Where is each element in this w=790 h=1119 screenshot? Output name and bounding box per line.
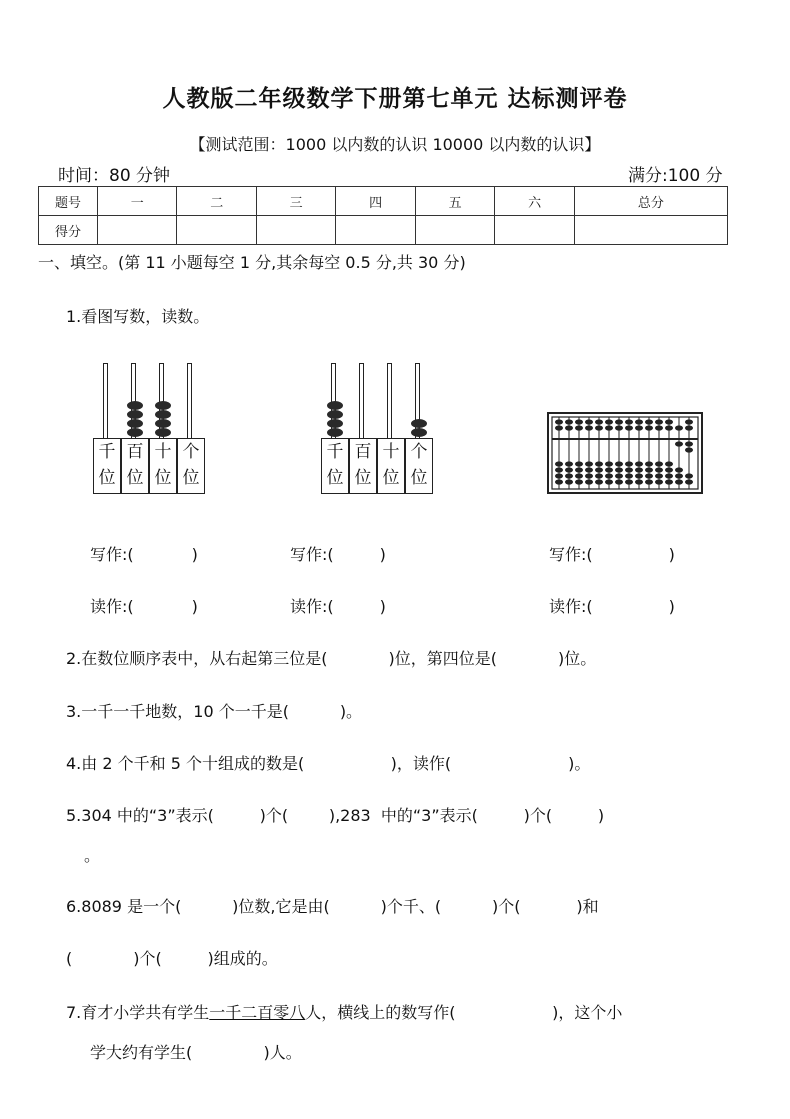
score-header-cell: 三 — [256, 187, 335, 216]
abacus-rod — [359, 363, 364, 439]
score-header-cell: 六 — [495, 187, 574, 216]
score-table — [38, 186, 728, 245]
write-answer-1[interactable]: 写作:( ) — [90, 545, 198, 564]
score-header-cell: 五 — [415, 187, 494, 216]
score-input-cell[interactable] — [495, 216, 574, 245]
abacus-label-tens: 十 位 — [377, 438, 405, 494]
abacus-label-tens: 十 位 — [149, 438, 177, 494]
time-label: 时间：80 分钟 — [58, 166, 171, 186]
abacus-label-ones: 个 位 — [405, 438, 433, 494]
score-input-cell[interactable] — [415, 216, 494, 245]
score-table-score-row — [39, 216, 728, 245]
abacus-label-hundreds: 百 位 — [349, 438, 377, 494]
question-5-line-2: 。 — [84, 846, 101, 865]
score-table-header-row — [39, 187, 728, 216]
question-6-line-1: 6.8089 是一个( )位数,它是由( )个千、( )个( )和 — [66, 897, 599, 916]
abacus-label-thousands: 千 位 — [321, 438, 349, 494]
full-score-label: 满分:100 分 — [628, 166, 723, 186]
question-7-line-2: 学大约有学生( )人。 — [90, 1043, 302, 1062]
read-answer-1[interactable]: 读作:( ) — [90, 597, 198, 616]
write-answer-2[interactable]: 写作:( ) — [290, 545, 386, 564]
abacus-bead — [411, 428, 427, 437]
abacus-bead — [411, 419, 427, 428]
score-row-label: 得分 — [39, 216, 98, 245]
suanpan-abacus — [547, 412, 703, 494]
score-header-cell: 题号 — [39, 187, 98, 216]
abacus-bead — [327, 428, 343, 437]
abacus-rod — [103, 363, 108, 439]
abacus-label-thousands: 千 位 — [93, 438, 121, 494]
score-input-cell[interactable] — [177, 216, 256, 245]
score-input-cell[interactable] — [98, 216, 177, 245]
question-6-line-2: ( )个( )组成的。 — [66, 949, 278, 968]
abacus-rod — [187, 363, 192, 439]
page-title: 人教版二年级数学下册第七单元 达标测评卷 — [162, 86, 628, 112]
test-scope: 【测试范围：1000 以内数的认识 10000 以内数的认识】 — [189, 135, 601, 154]
abacus-rod — [387, 363, 392, 439]
question-1: 1.看图写数，读数。 — [66, 307, 210, 326]
abacus-bead — [127, 419, 143, 428]
abacus-bead — [327, 410, 343, 419]
abacus-label-ones: 个 位 — [177, 438, 205, 494]
write-answer-3[interactable]: 写作:( ) — [549, 545, 675, 564]
underlined-number-words: 一千二百零八 — [209, 1003, 306, 1022]
abacus-bead — [327, 419, 343, 428]
question-2: 2.在数位顺序表中，从右起第三位是( )位，第四位是( )位。 — [66, 649, 597, 668]
abacus-bead — [327, 401, 343, 410]
score-input-cell[interactable] — [336, 216, 415, 245]
abacus-bead — [127, 428, 143, 437]
abacus-bead — [155, 401, 171, 410]
score-header-cell: 二 — [177, 187, 256, 216]
score-input-cell[interactable] — [256, 216, 335, 245]
question-3: 3.一千一千地数，10 个一千是( )。 — [66, 702, 363, 721]
read-answer-3[interactable]: 读作:( ) — [549, 597, 675, 616]
abacus-bead — [155, 428, 171, 437]
question-4: 4.由 2 个千和 5 个十组成的数是( )，读作( )。 — [66, 754, 591, 773]
score-header-cell: 总分 — [574, 187, 727, 216]
question-5-line-1: 5.304 中的“3”表示( )个( ),283 中的“3”表示( )个( ) — [66, 806, 605, 825]
abacus-label-hundreds: 百 位 — [121, 438, 149, 494]
read-answer-2[interactable]: 读作:( ) — [290, 597, 386, 616]
section-1-heading: 一、填空。(第 11 小题每空 1 分,其余每空 0.5 分,共 30 分) — [38, 253, 466, 272]
abacus-bead — [127, 401, 143, 410]
score-header-cell: 一 — [98, 187, 177, 216]
abacus-bead — [155, 410, 171, 419]
score-header-cell: 四 — [336, 187, 415, 216]
question-7-line-1: 7.育才小学共有学生一千二百零八人，横线上的数写作( )，这个小 — [66, 1003, 623, 1022]
abacus-bead — [155, 419, 171, 428]
abacus-bead — [127, 410, 143, 419]
score-input-cell[interactable] — [574, 216, 727, 245]
